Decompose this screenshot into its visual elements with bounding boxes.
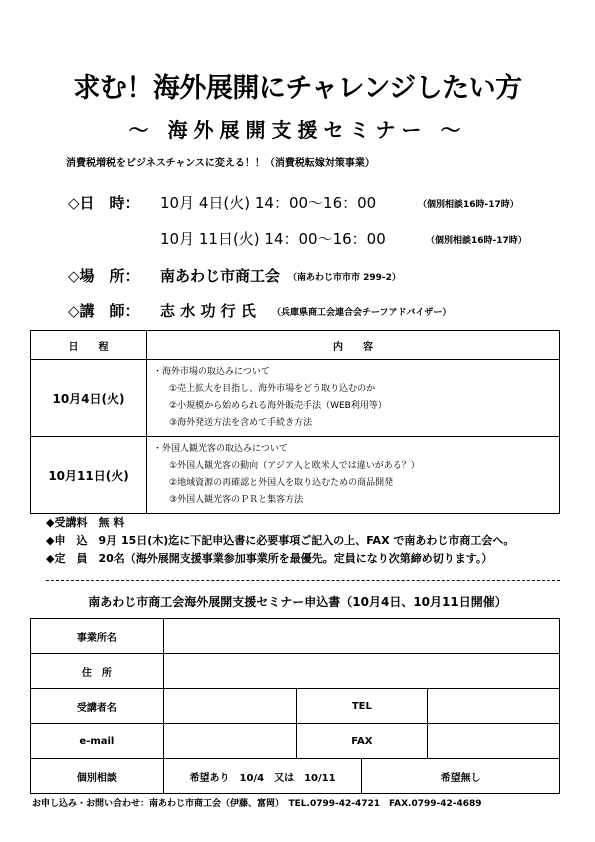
- list-item: ③外国人観光客のＰＲと集客方法: [169, 495, 304, 505]
- fee-info: ◆受講料 無 料: [46, 516, 125, 529]
- address-label: 住 所: [31, 654, 164, 689]
- list-item: ②小規模から始められる海外販売手法（WEB利用等）: [169, 401, 387, 411]
- venue-value: 南あわじ市商工会: [160, 267, 281, 285]
- schedule-date: 10月11日(火): [31, 437, 147, 514]
- table-row: [31, 654, 560, 689]
- form-title: 南あわじ市商工会海外展開支援セミナー申込書（10月4日、10月11日開催）: [88, 595, 507, 609]
- fax-field[interactable]: [428, 724, 560, 759]
- tagline: 消費税増税をビジネスチャンスに変える！！（消費税転嫁対策事業）: [66, 158, 375, 169]
- schedule-date: 10月4日(火): [31, 360, 147, 437]
- speaker-note: （兵庫県商工会連合会チーフアドバイザー）: [272, 308, 452, 318]
- table-row: [31, 689, 560, 724]
- tel-field[interactable]: [428, 689, 560, 724]
- address-field[interactable]: [163, 654, 559, 689]
- tel-label: TEL: [296, 689, 428, 724]
- attendee-field[interactable]: [163, 689, 296, 724]
- schedule-heading: ・外国人観光客の取込みについて: [153, 444, 288, 454]
- venue-label: ◇場 所：: [68, 267, 140, 285]
- footer-contact: お申し込み・お問い合わせ：南あわじ市商工会（伊藤、富岡） TEL.0799-42-4721 FAX.0799-42-4689: [32, 799, 482, 809]
- venue-note: （南あわじ市市市 299-2）: [288, 273, 401, 283]
- list-item: ③海外発送方法を含めて手続き方法: [169, 418, 313, 428]
- schedule-header-row: [31, 331, 560, 360]
- list-item: ②地域資源の再確認と外国人を取り込むための商品開発: [169, 478, 394, 488]
- email-label: e-mail: [31, 724, 164, 759]
- table-row: [31, 360, 560, 437]
- list-item: ①売上拡大を目指し、海外市場をどう取り込むのか: [169, 384, 376, 394]
- session2-datetime: 10月 11日(火) 14：00～16：00: [160, 230, 386, 248]
- schedule-content: [147, 437, 560, 514]
- consult-no-option[interactable]: 希望無し: [362, 759, 560, 794]
- consult-yes-option[interactable]: 希望あり 10/4 又は 10/11: [163, 759, 362, 794]
- fax-label: FAX: [296, 724, 428, 759]
- dates-label: ◇日 時：: [68, 194, 140, 212]
- schedule-content: [147, 360, 560, 437]
- attendee-label: 受講者名: [31, 689, 164, 724]
- table-row: [31, 724, 560, 759]
- table-row: [31, 759, 560, 794]
- schedule-header-content: 内 容: [147, 331, 560, 360]
- consult-label: 個別相談: [31, 759, 164, 794]
- list-item: ①外国人観光客の動向（アジア人と欧米人では違いがある？）: [169, 461, 420, 471]
- company-label: 事業所名: [31, 619, 164, 654]
- email-field[interactable]: [163, 724, 296, 759]
- session2-note: （個別相談16時-17時）: [426, 236, 527, 246]
- session1-datetime: 10月 4日(火) 14：00～16：00: [160, 194, 377, 212]
- schedule-heading: ・海外市場の取込みについて: [153, 367, 270, 377]
- session1-note: （個別相談16時-17時）: [418, 200, 519, 210]
- table-row: [31, 437, 560, 514]
- page-title: 求む！海外展開にチャレンジしたい方: [73, 73, 522, 104]
- cut-line: [46, 580, 560, 581]
- speaker-label: ◇講 師：: [68, 302, 140, 320]
- schedule-header-date: 日 程: [31, 331, 147, 360]
- capacity-info: ◆定 員 20名（海外展開支援事業参加事業所を最優先。定員になり次第締め切ります。）: [46, 552, 493, 565]
- application-form: [30, 618, 560, 794]
- schedule-table: [30, 330, 560, 514]
- company-field[interactable]: [163, 619, 559, 654]
- table-row: [31, 619, 560, 654]
- apply-info: ◆申 込 9月 15日(木)迄に下記申込書に必要事項ご記入の上、FAX で南あわじ市商工会へ。: [46, 534, 515, 547]
- page-subtitle: ～ 海外展開支援セミナー ～: [128, 118, 467, 142]
- speaker-value: 志 水 功 行 氏: [160, 302, 256, 320]
